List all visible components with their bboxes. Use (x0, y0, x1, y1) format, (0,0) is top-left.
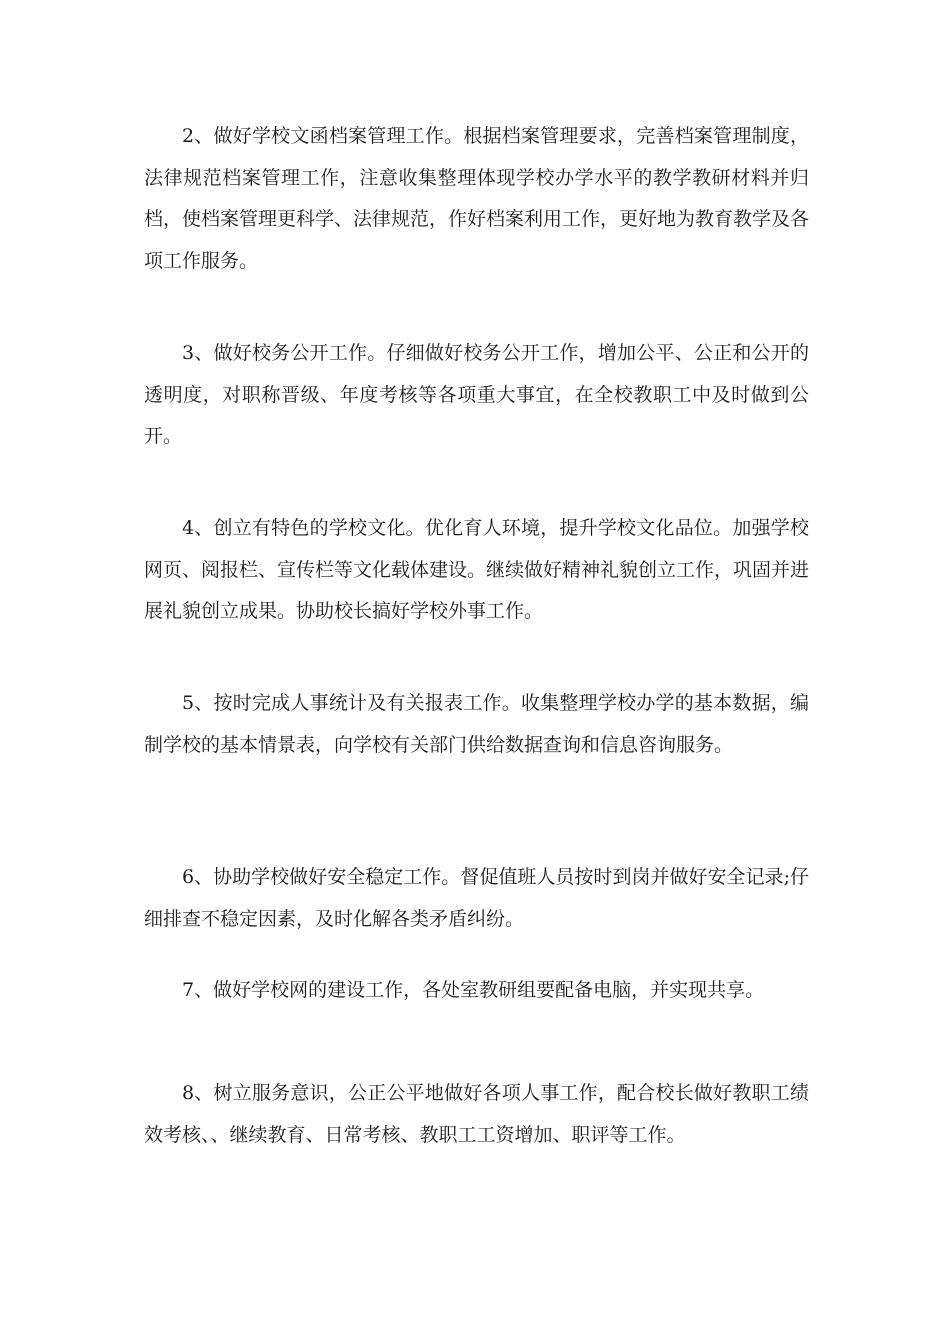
paragraph-item-3: 3、做好校务公开工作。仔细做好校务公开工作，增加公平、公正和公开的透明度，对职称晋级、年度考核等各项重大事宜，在全校教职工中及时做到公开。 (144, 342, 809, 447)
paragraph-item-6: 6、协助学校做好安全稳定工作。督促值班人员按时到岗并做好安全记录;仔细排查不稳定因素，及时化解各类矛盾纠纷。 (144, 866, 809, 930)
paragraph-item-2: 2、做好学校文函档案管理工作。根据档案管理要求，完善档案管理制度，法律规范档案管理工作，注意收集整理体现学校办学水平的教学教研材料并归档，使档案管理更科学、法律规范，作好档案利用工作，更好地为教育教学及各项工作服务。 (144, 125, 810, 272)
paragraph-item-4: 4、创立有特色的学校文化。优化育人环境，提升学校文化品位。加强学校网页、阅报栏、宣传栏等文化载体建设。继续做好精神礼貌创立工作，巩固并进展礼貌创立成果。协助校长搞好学校外事工作。 (144, 517, 810, 622)
paragraph-item-5: 5、按时完成人事统计及有关报表工作。收集整理学校办学的基本数据，编制学校的基本情景表，向学校有关部门供给数据查询和信息咨询服务。 (144, 692, 809, 756)
paragraph-item-7: 7、做好学校网的建设工作，各处室教研组要配备电脑，并实现共享。 (182, 979, 765, 1001)
paragraph-item-8: 8、树立服务意识，公正公平地做好各项人事工作，配合校长做好教职工绩效考核、、继续教育、日常考核、教职工工资增加、职评等工作。 (144, 1082, 809, 1146)
